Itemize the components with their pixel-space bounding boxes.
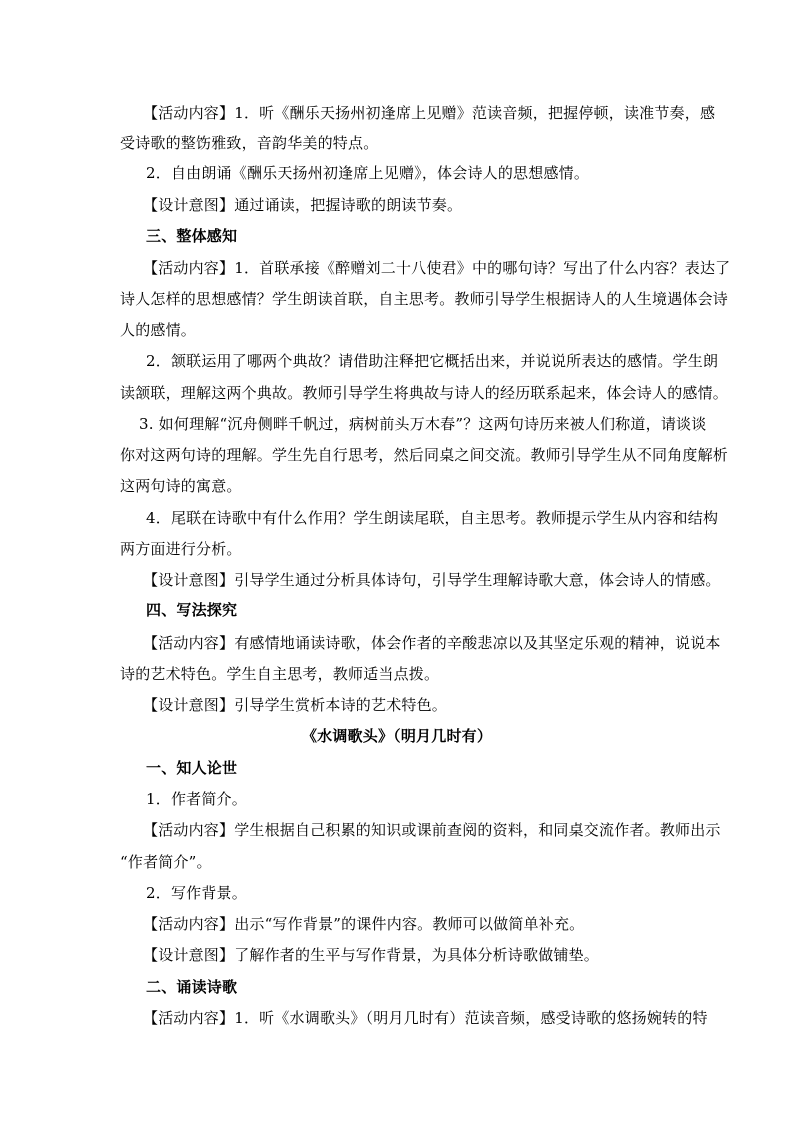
poem-title: 《水调歌头》（明月几时有） <box>301 727 493 745</box>
section-heading: 三、整体感知 <box>146 227 238 245</box>
paragraph-line: 你对这两句诗的理解。学生先自行思考，然后同桌之间交流。教师引导学生从不同角度解析 <box>120 446 729 464</box>
paragraph-line: 【设计意图】引导学生通过分析具体诗句，引导学生理解诗歌大意，体会诗人的情感。 <box>143 571 721 589</box>
paragraph-line: “作者简介”。 <box>120 853 212 871</box>
paragraph-line: 诗的艺术特色。学生自主思考，教师适当点拨。 <box>120 665 440 683</box>
section-heading: 一、知人论世 <box>146 759 238 777</box>
section-heading: 二、诵读诗歌 <box>146 978 238 996</box>
paragraph-line: 2．颔联运用了哪两个典故？请借助注释把它概括出来，并说说所表达的感情。学生朗 <box>146 352 719 370</box>
paragraph-line: 【活动内容】1．听《酬乐天扬州初逢席上见赠》范读音频，把握停顿，读准节奏，感 <box>143 104 716 122</box>
section-heading: 四、写法探究 <box>146 601 238 619</box>
paragraph-line: 2．自由朗诵《酬乐天扬州初逢席上见赠》，体会诗人的思想感情。 <box>146 164 590 182</box>
paragraph-line: 【活动内容】有感情地诵读诗歌，体会作者的辛酸悲凉以及其坚定乐观的精神，说说本 <box>143 634 721 652</box>
paragraph-line: 【活动内容】1．首联承接《醉赠刘二十八使君》中的哪句诗？写出了什么内容？表达了 <box>143 259 731 277</box>
paragraph-line: 人的感情。 <box>120 321 197 339</box>
paragraph-line: 【设计意图】通过诵读，把握诗歌的朗读节奏。 <box>143 196 463 214</box>
paragraph-line: 这两句诗的寓意。 <box>120 477 242 495</box>
paragraph-line: 【活动内容】出示“写作背景”的课件内容。教师可以做简单补充。 <box>143 915 585 933</box>
paragraph-line: 2．写作背景。 <box>146 884 247 902</box>
paragraph-line: 3. 如何理解“沉舟侧畔千帆过，病树前头万木春”？这两句诗历来被人们称道，请谈谈 <box>139 415 707 433</box>
paragraph-line: 诗人怎样的思想感情？学生朗读首联，自主思考。教师引导学生根据诗人的人生境遇体会诗 <box>120 290 729 308</box>
paragraph-line: 受诗歌的整饬雅致，音韵华美的特点。 <box>120 134 379 152</box>
paragraph-line: 【活动内容】1．听《水调歌头》（明月几时有）范读音频，感受诗歌的悠扬婉转的特 <box>143 1009 708 1027</box>
paragraph-line: 读颔联，理解这两个典故。教师引导学生将典故与诗人的经历联系起来，体会诗人的感情。 <box>120 384 729 402</box>
paragraph-line: 4．尾联在诗歌中有什么作用？学生朗读尾联，自主思考。教师提示学生从内容和结构 <box>146 509 719 527</box>
paragraph-line: 【设计意图】了解作者的生平与写作背景，为具体分析诗歌做铺垫。 <box>143 946 600 964</box>
paragraph-line: 1．作者简介。 <box>146 790 247 808</box>
paragraph-line: 【设计意图】引导学生赏析本诗的艺术特色。 <box>143 696 448 714</box>
paragraph-line: 两方面进行分析。 <box>120 540 242 558</box>
paragraph-line: 【活动内容】学生根据自己积累的知识或课前查阅的资料，和同桌交流作者。教师出示 <box>143 821 721 839</box>
